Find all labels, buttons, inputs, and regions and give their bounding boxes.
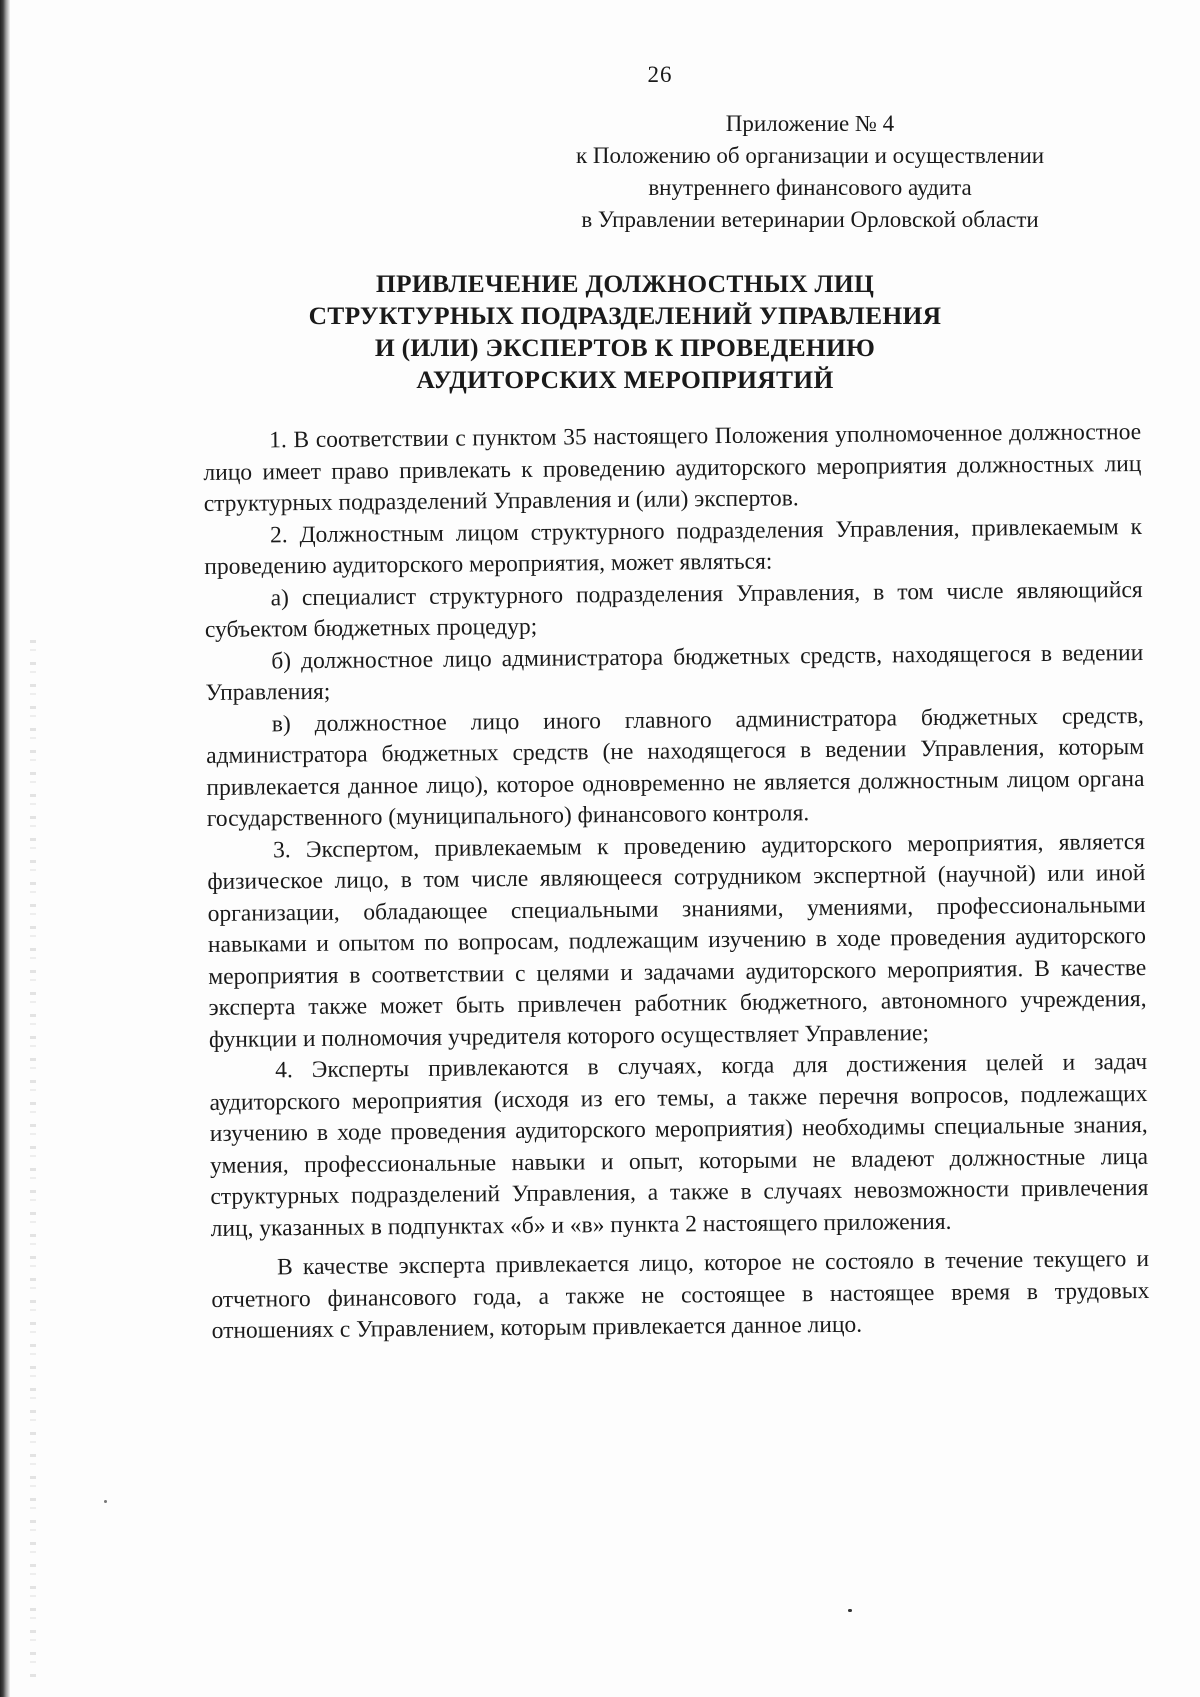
title-line-2: СТРУКТУРНЫХ ПОДРАЗДЕЛЕНИЙ УПРАВЛЕНИЯ — [308, 301, 942, 330]
paragraph-2b: б) должностное лицо администратора бюджетных средств, находящегося в ведении Управления; — [205, 639, 1144, 706]
document-body — [203, 417, 1150, 1347]
paragraph-3: 3. Экспертом, привлекаемым к проведению аудиторского мероприятия, является физическое лицо, в том числе являющееся сотрудником экспертной (научной) или иной организации, обладающее специальными знаниями, умениями, профессиональными навыками и опытом по вопросам, подлежащим изучению в ходе проведения аудиторского мероприятия в соответствии с целями и задачами аудиторского мероприятия. В качестве эксперта также может быть привлечен работник бюджетного, автономного учреждения, функции и полномочия учредителя которого осуществляет Управление; — [207, 828, 1147, 1053]
document-title — [260, 268, 990, 396]
scan-dot-mark — [848, 1609, 852, 1612]
appendix-line-4: в Управлении ветеринарии Орловской области — [581, 207, 1039, 232]
paragraph-4: 4. Эксперты привлекаются в случаях, когда для достижения целей и задач аудиторского мероприятия (исходя из его темы, а также перечня вопросов, подлежащих изучению в ходе проведения аудиторского мероприятия) необходимы специальные знания, умения, профессиональные навыки и опыт, которыми не владеют должностные лица структурных подразделений Управления, а также в случаях невозможности привлечения лиц, указанных в подпунктах «б» и «в» пункта 2 настоящего приложения. — [209, 1048, 1149, 1242]
scan-speckle — [30, 640, 36, 1680]
title-line-4: АУДИТОРСКИХ МЕРОПРИЯТИЙ — [416, 365, 834, 394]
title-line-3: И (ИЛИ) ЭКСПЕРТОВ К ПРОВЕДЕНИЮ — [374, 333, 876, 362]
appendix-header — [500, 108, 1120, 236]
paragraph-2: 2. Должностным лицом структурного подразделения Управления, привлекаемым к проведению аудиторского мероприятия, может являться: — [204, 513, 1143, 580]
paragraph-2a: а) специалист структурного подразделения Управления, в том числе являющийся субъектом бюджетных процедур; — [204, 576, 1143, 643]
appendix-line-3: внутреннего финансового аудита — [648, 175, 972, 200]
scan-dot-mark-left — [104, 1500, 107, 1503]
scan-edge — [0, 0, 10, 1697]
title-line-1: ПРИВЛЕЧЕНИЕ ДОЛЖНОСТНЫХ ЛИЦ — [375, 269, 875, 298]
page-number: 26 — [647, 62, 673, 87]
appendix-line-1: Приложение № 4 — [725, 111, 895, 136]
appendix-line-2: к Положению об организации и осуществлении — [575, 143, 1045, 168]
paragraph-5: В качестве эксперта привлекается лицо, которое не состояло в течение текущего и отчетного финансового года, а также не состоящее в настоящее время в трудовых отношениях с Управлением, которым привлекается данное лицо. — [211, 1245, 1150, 1344]
paragraph-1: 1. В соответствии с пунктом 35 настоящего Положения уполномоченное должностное лицо имеет право привлекать к проведению аудиторского мероприятия должностных лиц структурных подразделений Управления и (или) экспертов. — [203, 418, 1142, 517]
paragraph-2c: в) должностное лицо иного главного администратора бюджетных средств, администратора бюджетных средств (не находящегося в ведении Управления, которым привлекается данное лицо), которое одновременно не является должностным лицом органа государственного (муниципального) финансового контроля. — [206, 702, 1145, 832]
